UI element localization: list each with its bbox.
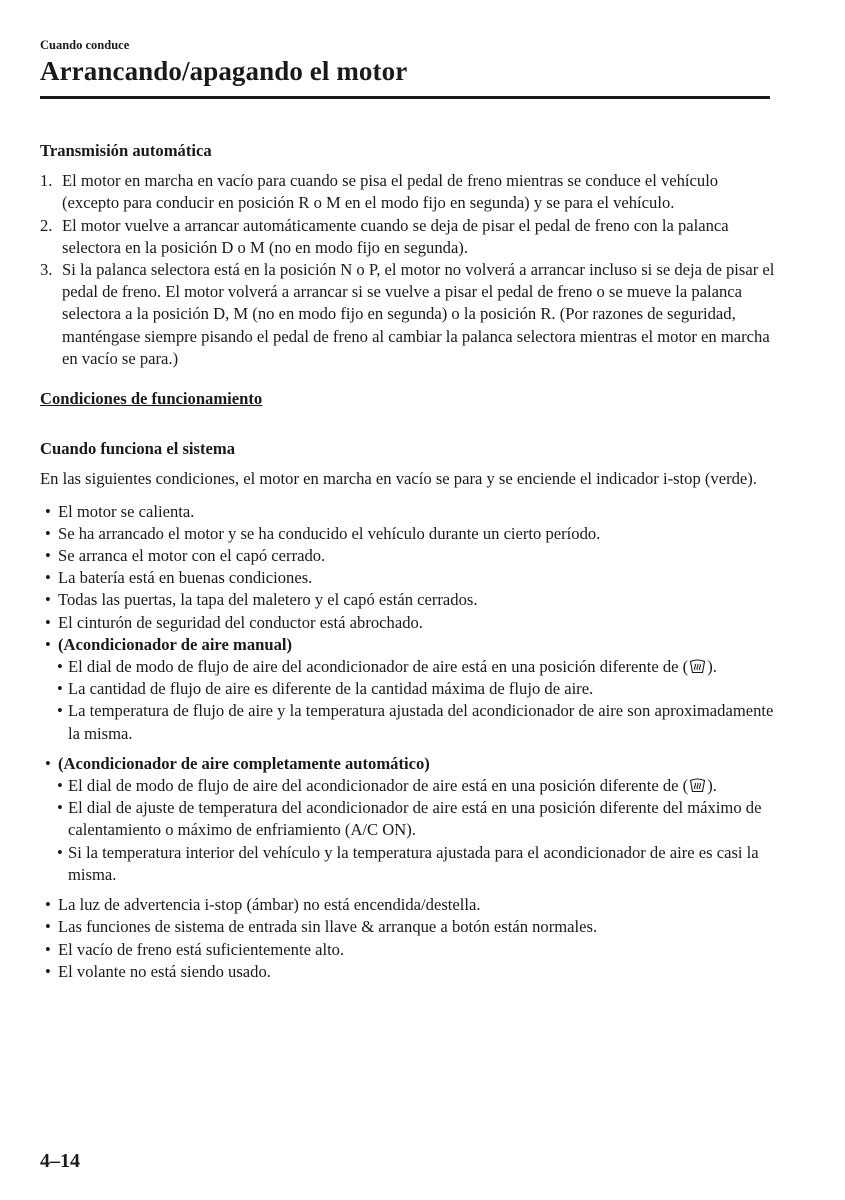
conditions-subheading: Cuando funciona el sistema	[40, 439, 236, 459]
auto-ac-list	[40, 775, 775, 886]
auto-ac-item: • El dial de modo de flujo de aire del acondicionador de aire está en una posición diferente de ( ).	[40, 775, 775, 797]
conditions-list	[40, 501, 775, 983]
manual-ac-list	[40, 656, 775, 745]
condition-item: • El cinturón de seguridad del conductor está abrochado.	[40, 612, 775, 634]
auto-ac-label: (Acondicionador de aire completamente automático)	[58, 753, 430, 773]
auto-ac-item: • Si la temperatura interior del vehículo y la temperatura ajustada para el acondicionador de aire es casi la misma.	[40, 842, 775, 886]
page-title: Arrancando/apagando el motor	[40, 56, 408, 86]
conditions-heading: Condiciones de funcionamiento	[40, 389, 263, 409]
condition-item: • La luz de advertencia i-stop (ámbar) no está encendida/destella.	[40, 894, 775, 916]
auto-ac-item: • El dial de ajuste de temperatura del acondicionador de aire está en una posición diferente del máximo de calentamiento o máximo de enfriamiento (A/C ON).	[40, 797, 775, 841]
condition-item: • El motor se calienta.	[40, 501, 775, 523]
condition-item: • Se ha arrancado el motor y se ha conducido el vehículo durante un cierto período.	[40, 523, 775, 545]
auto-ac-group	[40, 753, 775, 894]
windshield-defroster-icon	[689, 659, 706, 674]
condition-item: • El volante no está siendo usado.	[40, 961, 775, 983]
condition-item: • Todas las puertas, la tapa del maletero y el capó están cerrados.	[40, 589, 775, 611]
section-label: Cuando conduce	[40, 38, 130, 52]
condition-item: • La batería está en buenas condiciones.	[40, 567, 775, 589]
manual-ac-group	[40, 634, 775, 753]
step-item: 2. El motor vuelve a arrancar automáticamente cuando se deja de pisar el pedal de freno con la palanca selectora en la posición D o M (no en modo fijo en segunda).	[40, 215, 729, 257]
manual-ac-item: • La cantidad de flujo de aire es diferente de la cantidad máxima de flujo de aire.	[40, 678, 775, 700]
condition-item: • El vacío de freno está suficientemente alto.	[40, 939, 775, 961]
page-content	[40, 140, 775, 983]
condition-item: • Las funciones de sistema de entrada sin llave & arranque a botón están normales.	[40, 916, 775, 938]
condition-item: • Se arranca el motor con el capó cerrado.	[40, 545, 775, 567]
conditions-intro: En las siguientes condiciones, el motor en marcha en vacío se para y se enciende el indicador i-stop (verde).	[40, 469, 757, 489]
manual-ac-item: • La temperatura de flujo de aire y la temperatura ajustada del acondicionador de aire son aproximadamente la misma.	[40, 700, 775, 744]
page-number: 4–14	[40, 1150, 80, 1172]
transmission-steps	[40, 170, 775, 370]
title-divider	[40, 96, 770, 99]
manual-ac-item: • El dial de modo de flujo de aire del acondicionador de aire está en una posición diferente de ( ).	[40, 656, 775, 678]
step-item: 1. El motor en marcha en vacío para cuando se pisa el pedal de freno mientras se conduce el vehículo (excepto para conducir en posición R o M en el modo fijo en segunda) y se para el vehículo.	[40, 171, 719, 213]
transmission-heading: Transmisión automática	[40, 141, 212, 160]
manual-ac-label: (Acondicionador de aire manual)	[58, 634, 293, 654]
step-item: 3. Si la palanca selectora está en la posición N o P, el motor no volverá a arrancar incluso si se deja de pisar el pedal de freno. El motor volverá a arrancar si se vuelve a pisar el pedal de freno o se mueve la palanca selectora a la posición D, M (no en modo fijo en segunda) o la posición R. (Por razones de seguridad, manténgase siempre pisando el pedal de freno al cambiar la palanca selectora mientras el motor en marcha en vacío se para.)	[40, 260, 775, 368]
windshield-defroster-icon	[689, 778, 706, 793]
